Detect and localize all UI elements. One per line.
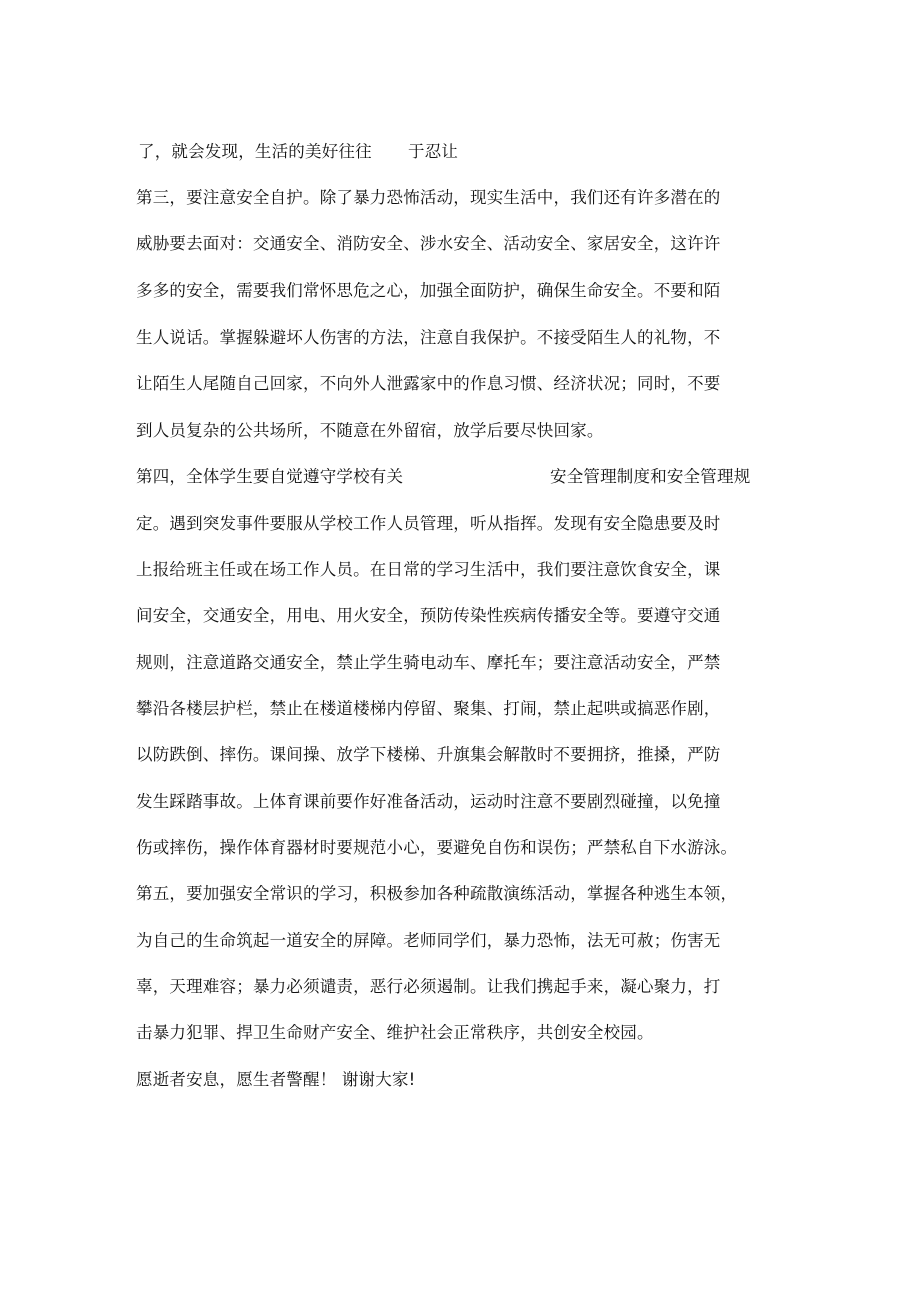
text-segment: 发生踩踏事故。上体育课前要作好准备活动，运动时注意不要剧烈碰撞，以免撞	[136, 792, 721, 811]
text-segment: 为自己的生命筑起一道安全的屏障。老师同学们，暴力恐怖，法无可赦；伤害无	[136, 931, 721, 950]
text-segment: 第三，要注意安全自护。除了暴力恐怖活动，现实生活中，我们还有许多潜在的	[136, 188, 721, 207]
text-segment: 第四，全体学生要自觉遵守学校有关	[136, 467, 404, 486]
text-segment: 上报给班主任或在场工作人员。在日常的学习生活中，我们要注意饮食安全，课	[136, 560, 721, 579]
text-segment: 规则，注意道路交通安全，禁止学生骑电动车、摩托车；要注意活动安全，严禁	[136, 653, 721, 672]
text-segment: 了，就会发现，生活的美好往往	[138, 142, 372, 161]
text-segment: 到人员复杂的公共场所，不随意在外留宿，放学后要尽快回家。	[136, 421, 604, 440]
text-segment: 生人说话。掌握躲避坏人伤害的方法，注意自我保护。不接受陌生人的礼物，不	[136, 328, 721, 347]
text-segment: 于忍让	[408, 142, 459, 161]
text-segment: 威胁要去面对：交通安全、消防安全、涉水安全、活动安全、家居安全，这许许	[136, 234, 721, 253]
text-segment: 让陌生人尾随自己回家，不向外人泄露家中的作息习惯、经济状况；同时，不要	[136, 374, 721, 393]
text-segment: 伤或摔伤，操作体育器材时要规范小心，要避免自伤和误伤；严禁私自下水游泳。	[136, 838, 738, 857]
text-segment: 攀沿各楼层护栏，禁止在楼道楼梯内停留、聚集、打闹，禁止起哄或搞恶作剧，	[136, 699, 721, 718]
text-segment: 以防跌倒、摔伤。课间操、放学下楼梯、升旗集会解散时不要拥挤，推搡，严防	[136, 745, 721, 764]
text-segment: 间安全，交通安全，用电、用火安全，预防传染性疾病传播安全等。要遵守交通	[136, 606, 721, 625]
text-segment: 第五，要加强安全常识的学习，积极参加各种疏散演练活动，掌握各种逃生本领，	[136, 884, 738, 903]
text-segment: 击暴力犯罪、捍卫生命财产安全、维护社会正常秩序，共创安全校园。	[136, 1023, 654, 1042]
text-segment: 多多的安全，需要我们常怀思危之心，加强全面防护，确保生命安全。不要和陌	[136, 281, 721, 300]
text-segment: 定。遇到突发事件要服从学校工作人员管理，听从指挥。发现有安全隐患要及时	[136, 514, 721, 533]
text-segment: 安全管理制度和安全管理规	[550, 467, 751, 486]
text-segment: 辜，天理难容；暴力必须谴责，恶行必须遏制。让我们携起手来，凝心聚力，打	[136, 977, 721, 996]
text-segment: 愿逝者安息，愿生者警醒！ 谢谢大家!	[136, 1070, 416, 1089]
